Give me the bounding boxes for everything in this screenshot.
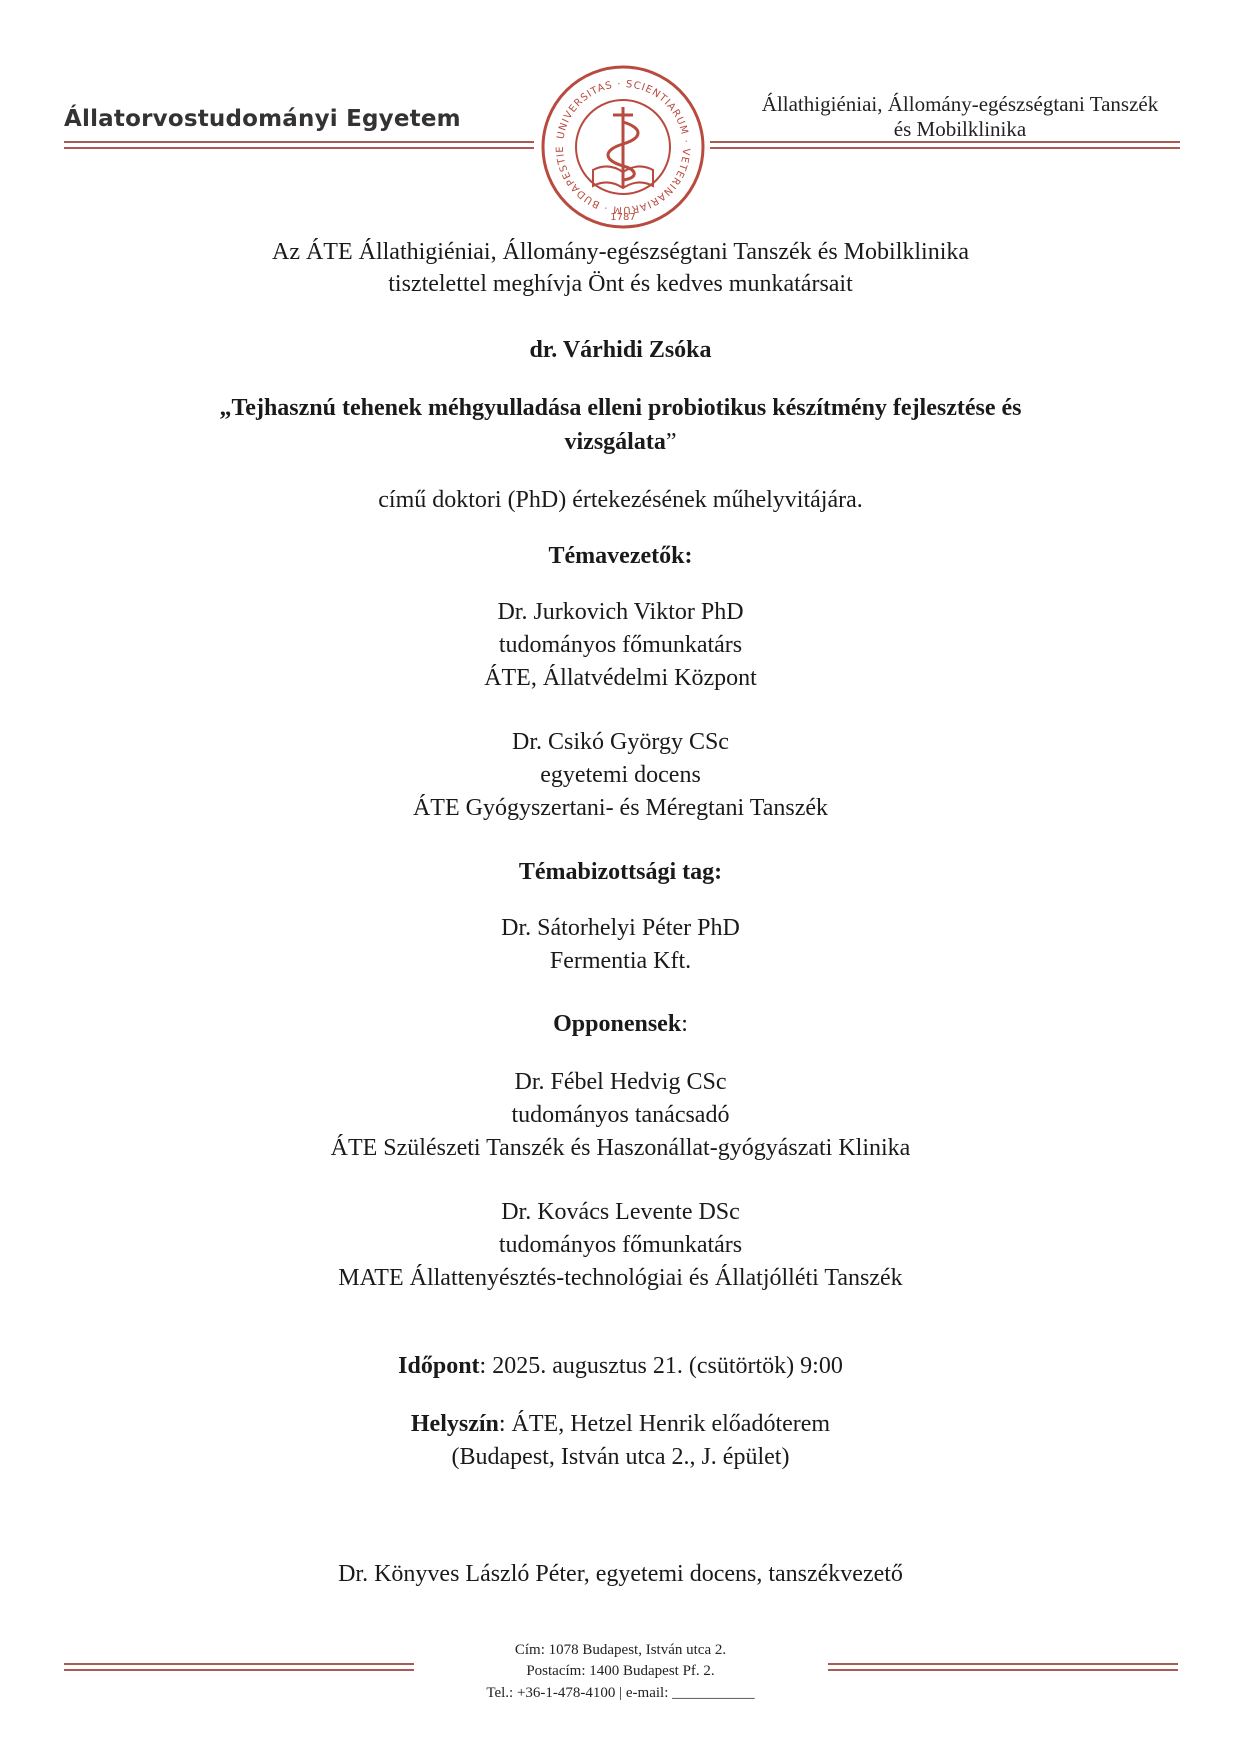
footer-address: Cím: 1078 Budapest, István utca 2. (514, 1642, 727, 1658)
event-time (0, 1350, 1241, 1382)
department-name (700, 92, 1220, 142)
thesis-title-line-1: „Tejhasznú tehenek méhgyulladása elleni probiotikus készítmény fejlesztése és (219, 395, 1022, 421)
footer-rule-left-bottom (64, 1669, 414, 1671)
opponents-heading (0, 1008, 1241, 1040)
footer-rule-left-top (64, 1663, 414, 1665)
footer-phone-email: Tel.: +36-1-478-4100 | e-mail: ___________ (486, 1685, 755, 1701)
header-rule-left-top (64, 141, 534, 143)
event-place (0, 1408, 1241, 1440)
opponents-heading-colon: : (681, 1011, 688, 1037)
thesis-subtitle: című doktori (PhD) értekezésének műhelyvitájára. (378, 487, 863, 513)
footer-postal: Postacím: 1400 Budapest Pf. 2. (526, 1663, 715, 1679)
svg-text:UNIVERSITAS · SCIENTIARUM · VE (538, 62, 691, 215)
event-address: (Budapest, István utca 2., J. épület) (451, 1444, 790, 1470)
supervisors-heading: Témavezetők: (548, 543, 693, 569)
supervisor-2-name: Dr. Csikó György CSc (512, 729, 729, 755)
footer-rule-right-bottom (828, 1669, 1178, 1671)
university-name: Állatorvostudományi Egyetem (64, 106, 461, 132)
supervisor-1-affiliation: ÁTE, Állatvédelmi Központ (484, 665, 757, 691)
thesis-title-line-2-text: vizsgálata (564, 429, 666, 455)
thesis-title-line-2 (0, 426, 1241, 458)
department-line-2: és Mobilklinika (893, 117, 1027, 141)
committee-member-name: Dr. Sátorhelyi Péter PhD (501, 915, 740, 941)
opponent-2-role: tudományos főmunkatárs (498, 1232, 743, 1258)
event-time-label: Időpont (398, 1353, 480, 1379)
footer-rule-right-top (828, 1663, 1178, 1665)
invitation-line-2: tisztelettel meghívja Önt és kedves munkatársait (388, 271, 853, 297)
university-seal-icon (538, 62, 708, 232)
invitation-line-1: Az ÁTE Állathigiéniai, Állomány-egészségtani Tanszék és Mobilklinika (271, 239, 970, 265)
opponent-1-affiliation: ÁTE Szülészeti Tanszék és Haszonállat-gyógyászati Klinika (330, 1135, 911, 1161)
opponent-1-role: tudományos tanácsadó (511, 1102, 730, 1128)
opponent-2-name: Dr. Kovács Levente DSc (501, 1199, 740, 1225)
supervisor-2-affiliation: ÁTE Gyógyszertani- és Méregtani Tanszék (412, 795, 829, 821)
committee-member-affiliation: Fermentia Kft. (549, 948, 692, 974)
department-line-1: Állathigiéniai, Állomány-egészségtani Tanszék (761, 92, 1159, 116)
seal-ring-text: UNIVERSITAS · SCIENTIARUM · VETERINARIARUM · BUDAPESTIE (554, 78, 692, 216)
header-rule-right-bottom (710, 147, 1180, 149)
supervisor-1-name: Dr. Jurkovich Viktor PhD (497, 599, 744, 625)
header-rule-left-bottom (64, 147, 534, 149)
supervisor-2-role: egyetemi docens (540, 762, 701, 788)
committee-heading: Témabizottsági tag: (518, 859, 723, 885)
candidate-name: dr. Várhidi Zsóka (529, 337, 712, 363)
opponent-2-affiliation: MATE Állattenyésztés-technológiai és Állatjólléti Tanszék (338, 1265, 903, 1291)
signature: Dr. Könyves László Péter, egyetemi docens, tanszékvezető (338, 1561, 903, 1587)
event-place-value: : ÁTE, Hetzel Henrik előadóterem (498, 1411, 831, 1437)
event-time-value: : 2025. augusztus 21. (csütörtök) 9:00 (479, 1353, 843, 1379)
thesis-title-close-quote: ” (665, 429, 677, 455)
header-rule-right-top (710, 141, 1180, 143)
opponent-1-name: Dr. Fébel Hedvig CSc (514, 1069, 727, 1095)
seal-year: 1787 (610, 212, 636, 223)
event-place-label: Helyszín (410, 1411, 499, 1437)
supervisor-1-role: tudományos főmunkatárs (498, 632, 743, 658)
opponents-heading-text: Opponensek (553, 1011, 682, 1037)
